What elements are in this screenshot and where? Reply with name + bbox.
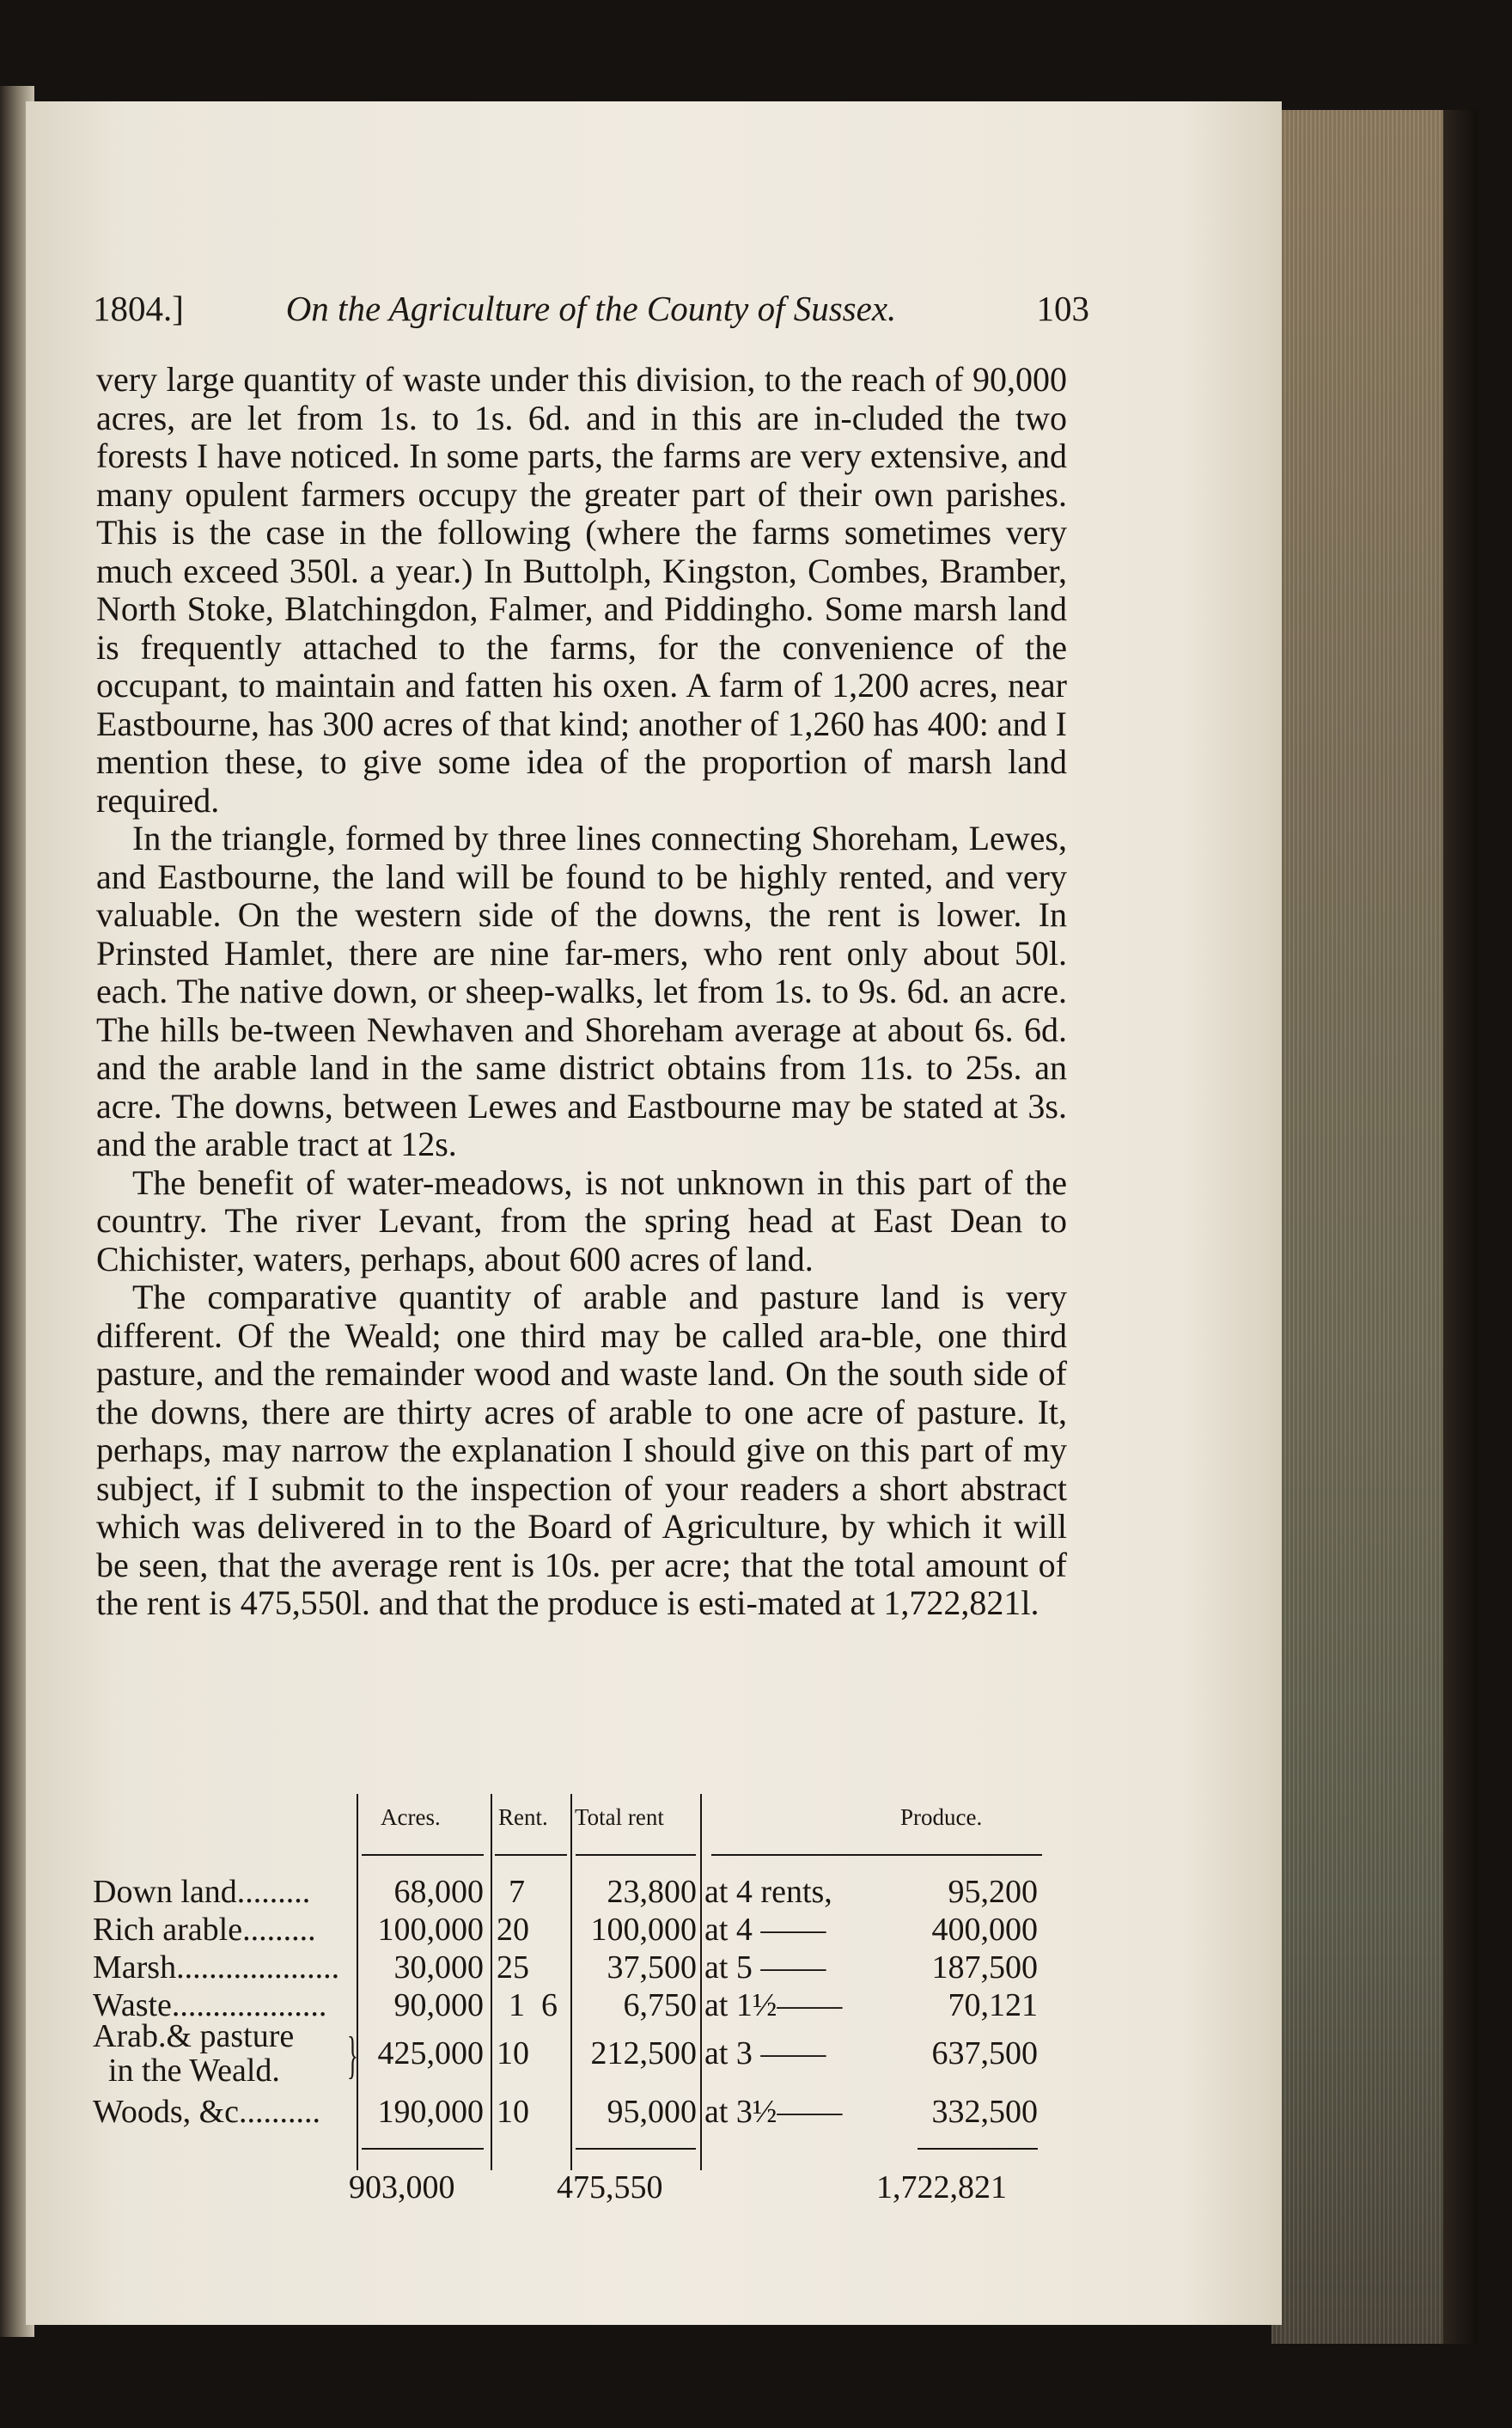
row-rent: 10 [497,2094,529,2130]
row-acres: 100,000 [377,1912,484,1948]
row-produce: 400,000 [931,1912,1038,1948]
row-rate: at 5 —— [704,1949,826,1986]
row-rent: 25 [497,1949,529,1986]
paragraph: The comparative quantity of arable and pasture land is very different. Of the Weald; one third may be called ara-ble, one third pasture, and the remainder wood and waste land. On the south side of the downs, there are thirty acres of arable to one acre of pasture. It, perhaps, may narrow the explanation I should give on this part of my subject, if I submit to the inspection of your readers a short abstract which was delivered in to the Board of Agriculture, by which it will be seen, that the average rent is 10s. per acre; that the total amount of the rent is 475,550l. and that the produce is esti-mated at 1,722,821l. [96,1278,1067,1622]
total-rule [576,2148,696,2150]
row-land: Woods, &c.......... [93,2094,321,2130]
row-land: Rich arable......... [93,1912,316,1948]
header-acres: Acres. [381,1804,441,1830]
header-rule [711,1854,1042,1856]
row-produce: 187,500 [931,1949,1038,1986]
running-header [93,288,1089,339]
row-total: 23,800 [607,1874,697,1910]
row-rate: at 3 —— [704,2035,826,2071]
row-rent: 10 [497,2035,529,2071]
paragraph: The benefit of water-meadows, is not unknown in this part of the country. The river Levant, from the spring head at East Dean to Chichister, waters, perhaps, about 600 acres of land. [96,1162,1067,1278]
row-acres: 90,000 [393,1987,484,2023]
column-divider [700,1794,702,2170]
row-produce: 637,500 [931,2035,1038,2071]
row-land: Waste................... [93,1987,327,2023]
row-total: 6,750 [623,1987,697,2023]
paragraph: very large quantity of waste under this division, to the reach of 90,000 acres, are let from 1s. to 1s. 6d. and in this are in-cluded the two forests I have noticed. In some parts, the farms are very extensive, and many opulent farmers occupy the greater part of their own parishes. This is the case in the following (where the farms sometimes very much exceed 350l. a year.) In Buttolph, Kingston, Combes, Bramber, North Stoke, Blatchingdon, Falmer, and Piddingho. Some marsh land is frequently attached to the farms, for the convenience of the occupant, to maintain and fatten his oxen. A farm of 1,200 acres, near Eastbourne, has 300 acres of that kind; another of 1,260 has 400: and I mention these, to give some idea of the proportion of marsh land required. [96,360,1067,820]
total-rent: 475,550 [557,2169,663,2205]
header-rule [576,1854,696,1856]
header-year: 1804.] [93,289,184,328]
total-acres: 903,000 [349,2169,455,2205]
total-rule [918,2148,1038,2150]
row-land: Arab.& pasture [93,2018,295,2054]
row-land: Marsh.................... [93,1949,340,1986]
row-land: Down land......... [93,1874,311,1910]
header-rule [495,1854,567,1856]
total-produce: 1,722,821 [876,2169,1007,2205]
row-produce: 70,121 [948,1987,1038,2023]
row-total: 37,500 [607,1949,697,1986]
row-acres: 190,000 [377,2094,484,2130]
body-text [96,361,1067,1623]
row-rent: 1 6 [509,1987,558,2023]
row-total: 95,000 [607,2094,697,2130]
row-rent: 7 [509,1874,525,1910]
column-divider [357,1794,358,2170]
row-total: 212,500 [590,2035,697,2071]
header-total-rent: Total rent [575,1804,664,1830]
page-number: 103 [1036,289,1089,328]
row-total: 100,000 [590,1912,697,1948]
row-produce: 95,200 [948,1874,1038,1910]
column-divider [491,1794,492,2170]
header-title: On the Agriculture of the County of Sussex. [285,289,897,328]
land-rent-table [93,1803,1046,2215]
row-rate: at 1½—— [704,1987,843,2023]
row-produce: 332,500 [931,2094,1038,2130]
row-land-continued: in the Weald. [108,2053,280,2089]
row-acres: 425,000 [377,2035,484,2071]
row-acres: 30,000 [393,1949,484,1986]
header-produce: Produce. [900,1804,983,1830]
paragraph: In the triangle, formed by three lines connecting Shoreham, Lewes, and Eastbourne, the land will be found to be highly rented, and very valuable. On the western side of the downs, the rent is lower. In Prinsted Hamlet, there are nine far-mers, who rent only about 50l. each. The native down, or sheep-walks, let from 1s. to 9s. 6d. an acre. The hills be-tween Newhaven and Shoreham average at about 6s. 6d. and the arable land in the same district obtains from 11s. to 25s. an acre. The downs, between Lewes and Eastbourne may be stated at 3s. and the arable tract at 12s. [96,819,1067,1163]
row-rate: at 4 —— [704,1912,826,1948]
header-rent: Rent. [498,1804,548,1830]
book-fore-edge [1271,110,1443,2344]
brace-icon: } [346,2027,358,2083]
row-rate: at 4 rents, [704,1874,832,1910]
row-rate: at 3½—— [704,2094,843,2130]
total-rule [362,2148,484,2150]
header-rule [362,1854,484,1856]
column-divider [570,1794,572,2170]
row-acres: 68,000 [393,1874,484,1910]
row-rent: 20 [497,1912,529,1948]
